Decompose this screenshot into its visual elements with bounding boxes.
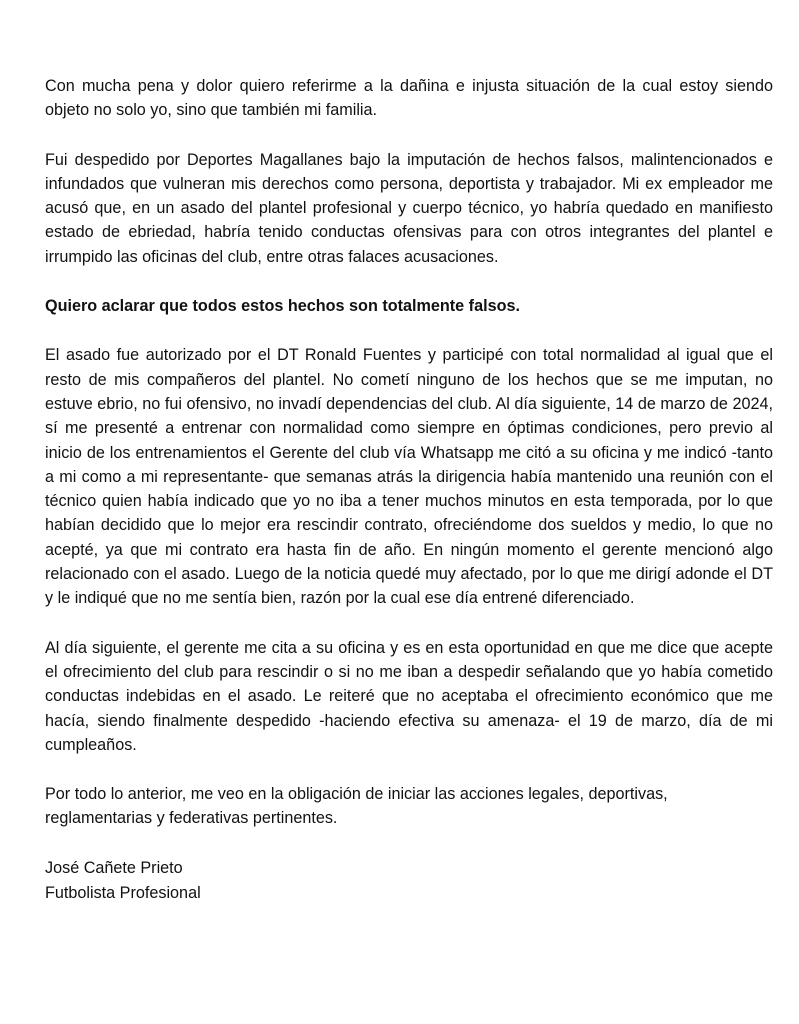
- signature-name: José Cañete Prieto: [45, 858, 183, 877]
- signature-block: [45, 856, 773, 906]
- paragraph-asado-account: El asado fue autorizado por el DT Ronald Fuentes y participé con total normalidad al igual que el resto de mis compañeros del plantel. No cometí ninguno de los hechos que se me imputan, no estuve ebrio, no fui ofensivo, no invadí dependencias del club. Al día siguiente, 14 de marzo de 2024, sí me presenté a entrenar con normalidad como siempre en óptimas condiciones, pero previo al inicio de los entrenamientos el Gerente del club vía Whatsapp me citó a su oficina y me indicó -tanto a mi como a mi representante- que semanas atrás la dirigencia había mantenido una reunión con el técnico quien había indicado que yo no iba a tener muchos minutos en esta temporada, por lo que habían decidido que lo mejor era rescindir contrato, ofreciéndome dos sueldos y medio, lo que no acepté, ya que mi contrato era hasta fin de año. En ningún momento el gerente mencionó algo relacionado con el asado. Luego de la noticia quedé muy afectado, por lo que me dirigí adonde el DT y le indiqué que no me sentía bien, razón por la cual ese día entrené diferenciado.: [45, 346, 773, 608]
- paragraph-next-day: Al día siguiente, el gerente me cita a su oficina y es en esta oportunidad en que me dice que acepte el ofrecimiento del club para rescindir o si no me iban a despedir señalando que yo había cometido conductas indebidas en el asado. Le reiteré que no aceptaba el ofrecimiento económico que me hacía, siendo finalmente despedido -haciendo efectiva su amenaza- el 19 de marzo, día de mi cumpleaños.: [45, 638, 773, 754]
- signature-title: Futbolista Profesional: [45, 883, 201, 902]
- paragraph-conclusion: Por todo lo anterior, me veo en la obligación de iniciar las acciones legales, deportivas, reglamentarias y federativas pertinentes.: [45, 785, 668, 828]
- letter-body: [45, 74, 773, 906]
- paragraph-dismissal: Fui despedido por Deportes Magallanes bajo la imputación de hechos falsos, malintencionados e infundados que vulneran mis derechos como persona, deportista y trabajador. Mi ex empleador me acusó que, en un asado del plantel profesional y cuerpo técnico, yo habría quedado en manifiesto estado de ebriedad, habría tenido conductas ofensivas para con otros integrantes del plantel e irrumpido las oficinas del club, entre otras falaces acusaciones.: [45, 150, 773, 266]
- paragraph-clarification: Quiero aclarar que todos estos hechos son totalmente falsos.: [45, 297, 520, 316]
- paragraph-intro: Con mucha pena y dolor quiero referirme a la dañina e injusta situación de la cual estoy siendo objeto no solo yo, sino que también mi familia.: [45, 77, 773, 120]
